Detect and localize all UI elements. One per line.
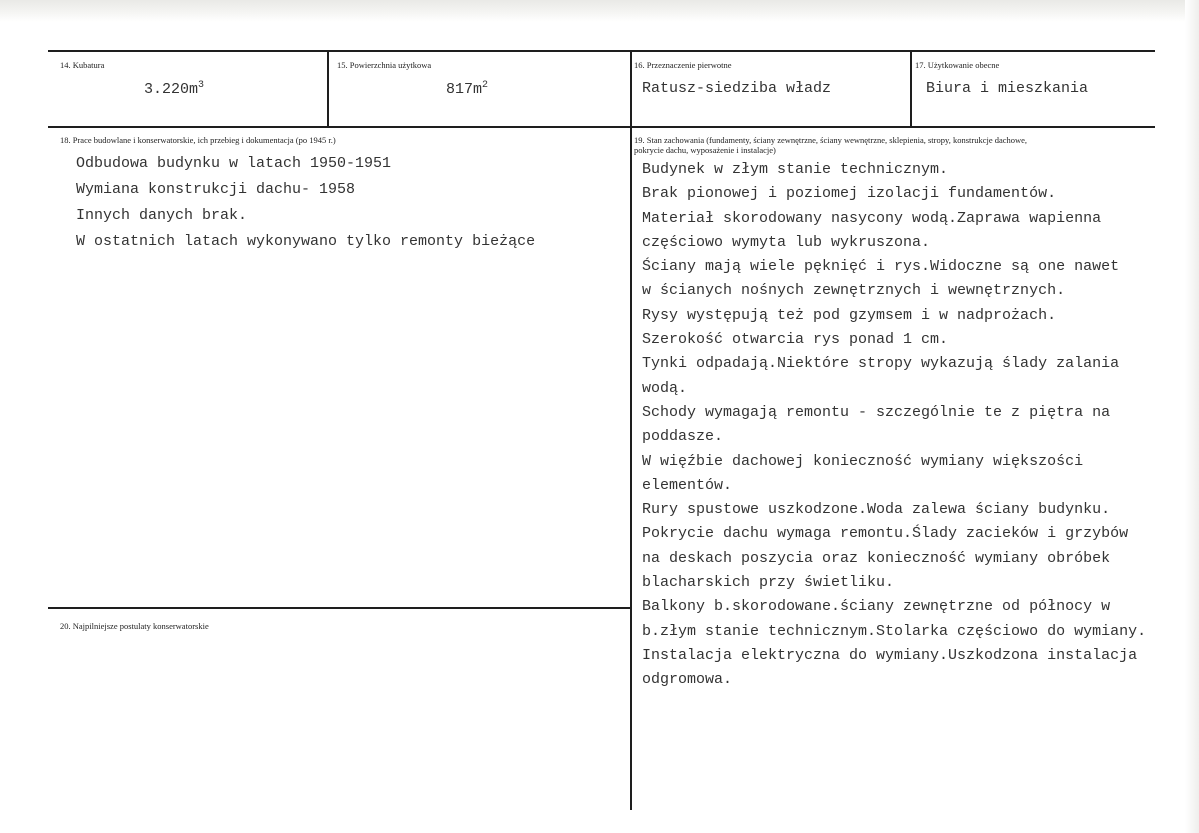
- field-16-value: Ratusz-siedziba władz: [642, 80, 832, 97]
- field-19-line: Rury spustowe uszkodzone.Woda zalewa ściany budynku.: [642, 501, 1111, 519]
- field-20-label: 20. Najpilniejsze postulaty konserwatorskie: [60, 621, 209, 631]
- field-19-line: w ścianych nośnych zewnętrznych i wewnętrznych.: [642, 282, 1066, 300]
- field-18-line: W ostatnich latach wykonywano tylko remonty bieżące: [76, 233, 536, 250]
- field-18-line: Wymiana konstrukcji dachu- 1958: [76, 181, 356, 198]
- field-19-line: Materiał skorodowany nasycony wodą.Zaprawa wapienna: [642, 209, 1102, 227]
- field-18-text: [76, 151, 535, 255]
- col-divider-3: [910, 50, 912, 126]
- field-19-line: Budynek w złym stanie technicznym.: [642, 161, 949, 178]
- field-19-line: poddasze.: [642, 428, 724, 446]
- section-18-20-divider: [48, 607, 631, 609]
- field-19-line: Szerokość otwarcia rys ponad 1 cm.: [642, 331, 949, 349]
- field-19-line: Pokrycie dachu wymaga remontu.Ślady zacieków i grzybów: [642, 525, 1129, 543]
- field-19-line: Rysy występują też pod gzymsem i w nadprożach.: [642, 306, 1057, 324]
- heritage-record-form: [48, 50, 1155, 810]
- field-19-line: odgromowa.: [642, 671, 733, 689]
- field-19-line: częściowo wymyta lub wykruszona.: [642, 233, 931, 251]
- field-15-number: 817m: [446, 81, 483, 98]
- field-14-unit-exponent: 3: [198, 80, 205, 91]
- field-19-line: wodą.: [642, 379, 688, 397]
- field-19-text: [642, 158, 1146, 693]
- col-divider-1: [327, 50, 329, 126]
- field-17-label: 17. Użytkowanie obecne: [915, 60, 1000, 70]
- field-18-label: 18. Prace budowlane i konserwatorskie, ich przebieg i dokumentacja (po 1945 r.): [60, 135, 336, 145]
- field-19-line: elementów.: [642, 476, 733, 494]
- col-divider-2: [630, 50, 632, 810]
- field-16-label: 16. Przeznaczenie pierwotne: [634, 60, 732, 70]
- field-19-line: blacharskich przy świetliku.: [642, 574, 895, 592]
- field-19-label-line2: pokrycie dachu, wyposażenie i instalacje): [634, 145, 776, 155]
- field-19-line: na deskach poszycia oraz konieczność wymiany obróbek: [642, 549, 1111, 567]
- field-19-line: Tynki odpadają.Niektóre stropy wykazują ślady zalania: [642, 355, 1120, 373]
- field-15-unit-exponent: 2: [482, 80, 489, 91]
- top-rule: [48, 50, 1155, 52]
- field-14-number: 3.220m: [144, 81, 199, 98]
- scan-right-shadow: [1185, 0, 1199, 833]
- field-15-label: 15. Powierzchnia użytkowa: [337, 60, 432, 70]
- field-15-value: [446, 80, 488, 98]
- field-17-value: Biura i mieszkania: [926, 80, 1089, 97]
- field-19-label-line1: 19. Stan zachowania (fundamenty, ściany zewnętrzne, ściany wewnętrzne, sklepienia, stropy, konstrukcje dachowe,: [634, 135, 1028, 145]
- field-18-line: Innych danych brak.: [76, 207, 248, 224]
- field-19-line: Brak pionowej i poziomej izolacji fundamentów.: [642, 185, 1057, 203]
- field-19-line: Instalacja elektryczna do wymiany.Uszkodzona instalacja: [642, 646, 1138, 664]
- field-19-line: b.złym stanie technicznym.Stolarka częściowo do wymiany.: [642, 622, 1147, 640]
- field-14-label: 14. Kubatura: [60, 60, 105, 70]
- field-19-line: Balkony b.skorodowane.ściany zewnętrzne od północy w: [642, 598, 1111, 616]
- field-19-line: W więźbie dachowej konieczność wymiany większości: [642, 452, 1084, 470]
- scan-edge-shadow: [0, 0, 1199, 22]
- field-14-value: [144, 80, 204, 98]
- field-18-line: Odbudowa budynku w latach 1950-1951: [76, 155, 392, 172]
- row-divider: [48, 126, 1155, 128]
- field-19-line: Ściany mają wiele pęknięć i rys.Widoczne są one nawet: [642, 258, 1120, 276]
- field-19-line: Schody wymagają remontu - szczególnie te z piętra na: [642, 403, 1111, 421]
